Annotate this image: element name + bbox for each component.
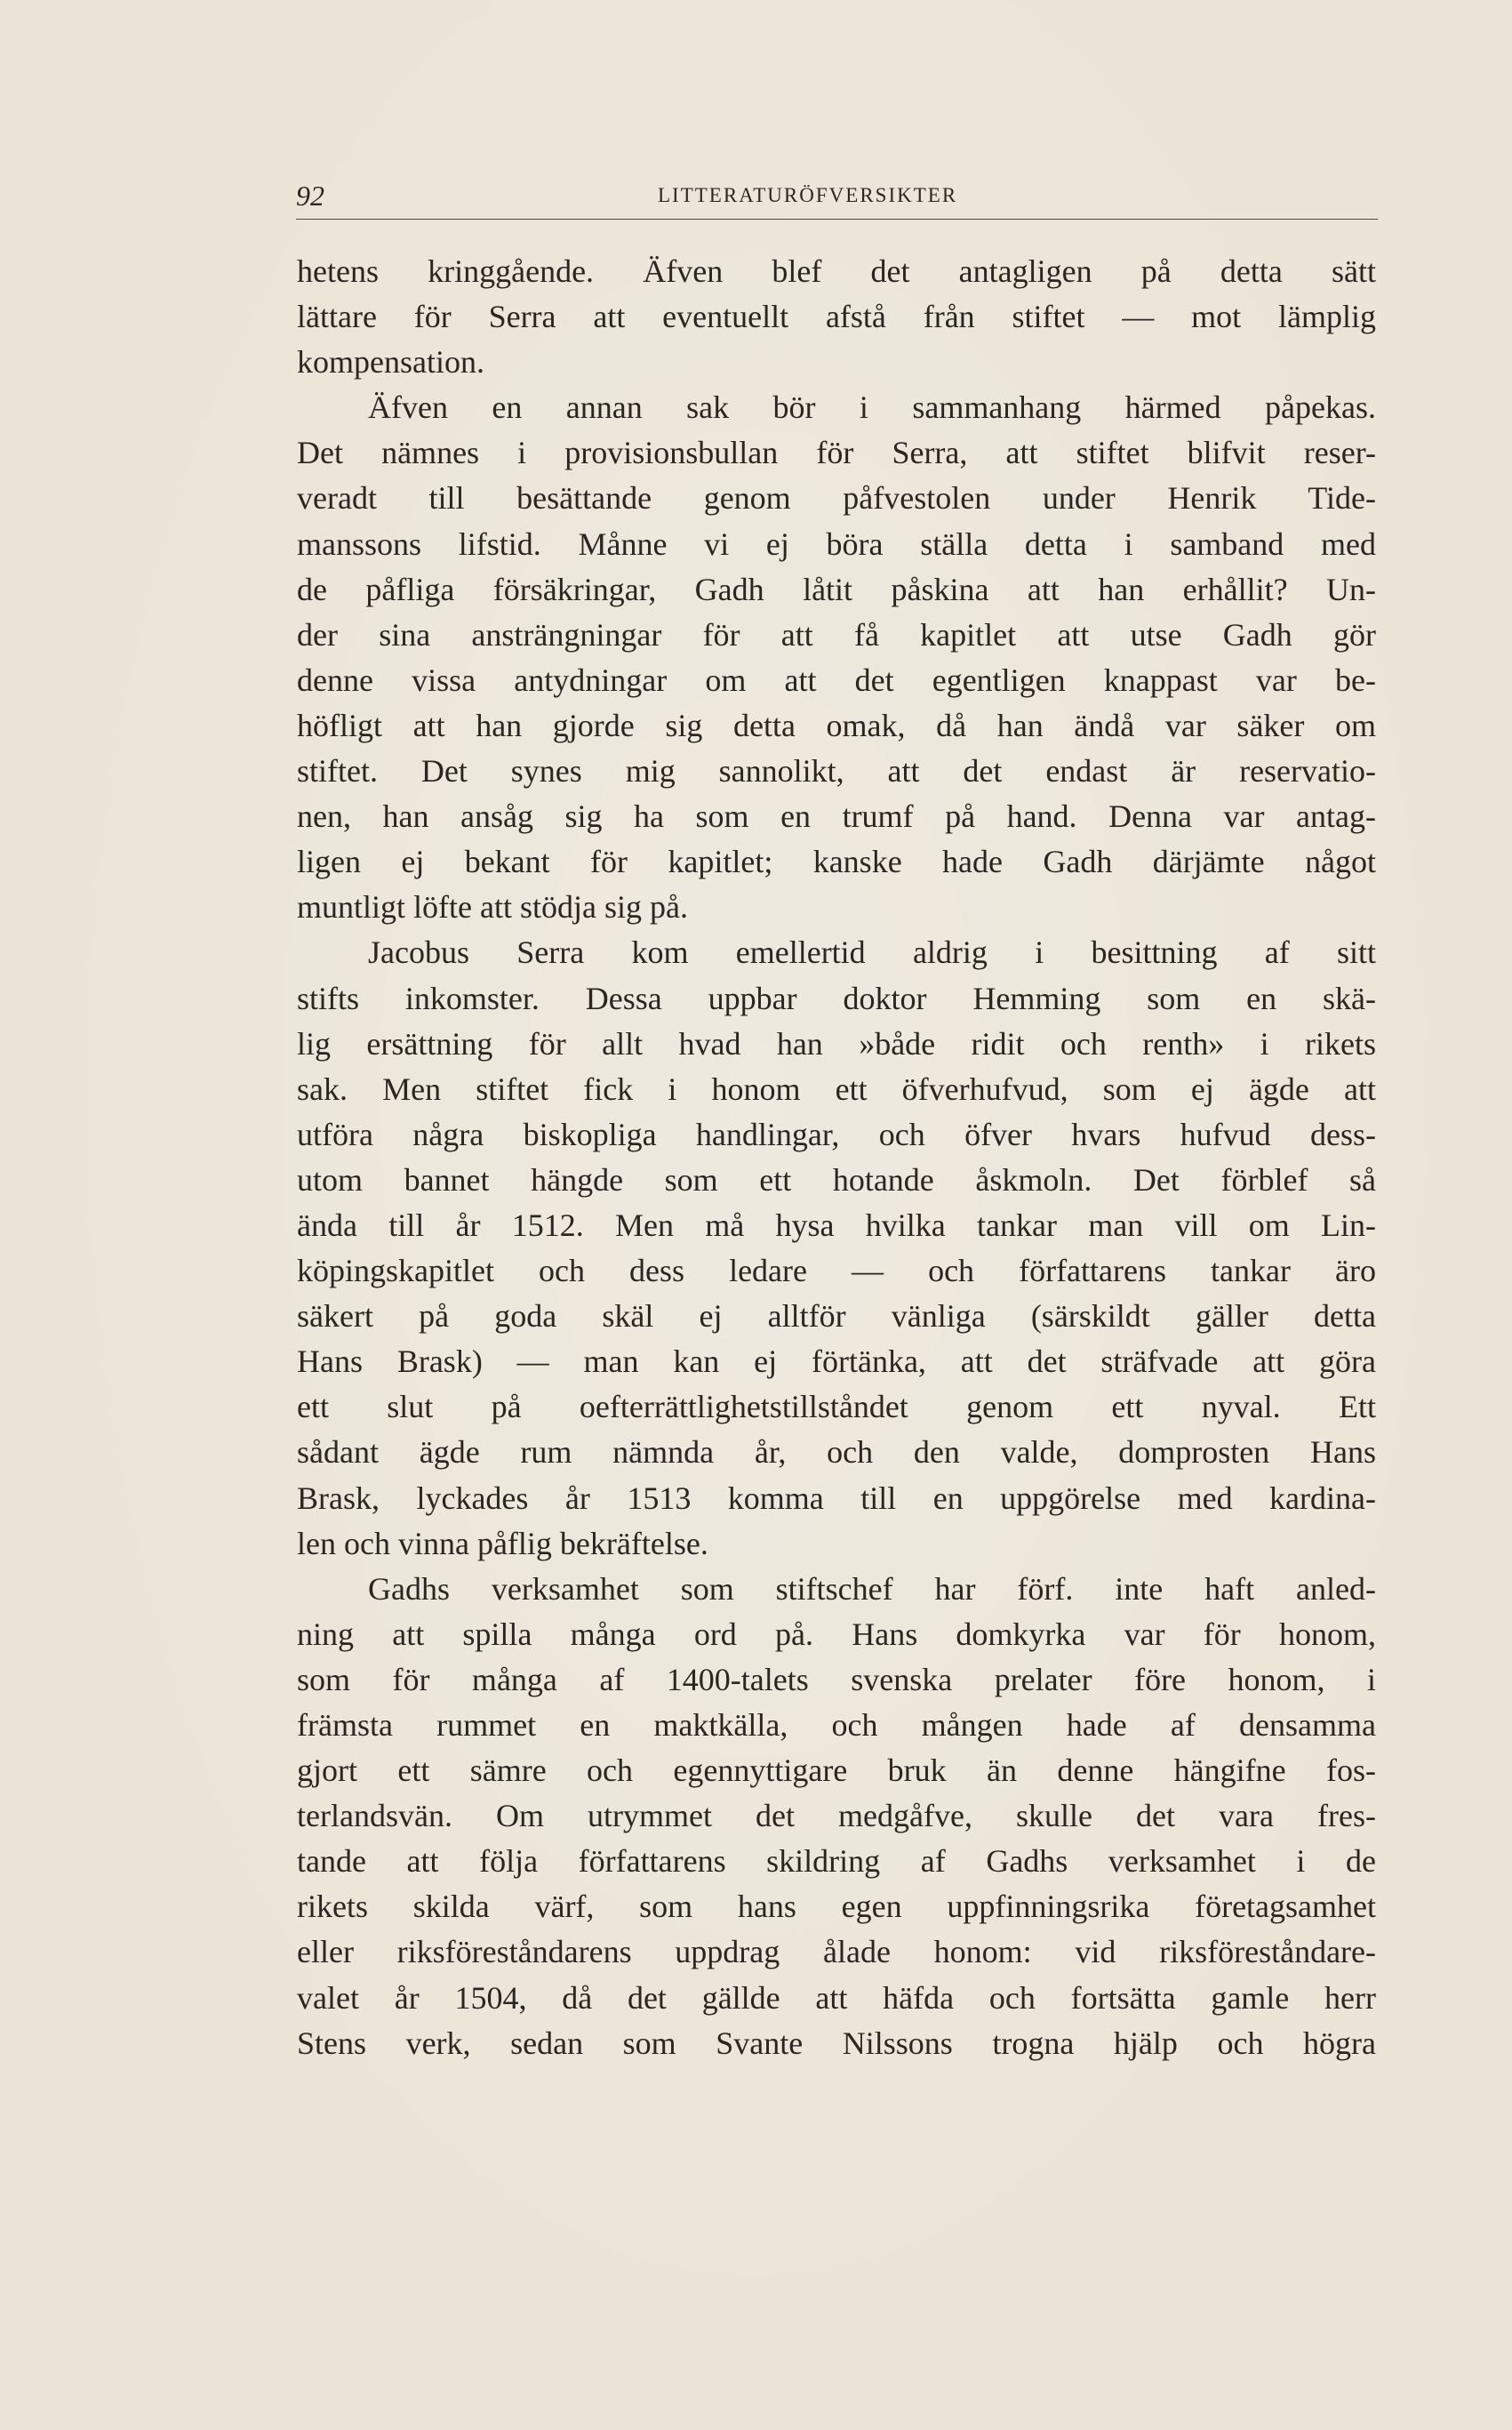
text-line: hetens kringgående. Äfven blef det antagligen på detta sätt xyxy=(297,253,1376,289)
text-line: denne vissa antydningar om att det egentligen knappast var be- xyxy=(297,662,1376,698)
text-line: sådant ägde rum nämnda år, och den valde, domprosten Hans xyxy=(297,1434,1376,1471)
text-line: der sina ansträngningar för att få kapitlet att utse Gadh gör xyxy=(297,616,1376,653)
text-line: lättare för Serra att eventuellt afstå från stiftet — mot lämplig xyxy=(297,299,1376,335)
text-line: höfligt att han gjorde sig detta omak, då han ändå var säker om xyxy=(297,707,1376,743)
text-line: sak. Men stiftet fick i honom ett öfverhufvud, som ej ägde att xyxy=(297,1071,1376,1107)
text-line: stifts inkomster. Dessa uppbar doktor Hemming som en skä- xyxy=(297,980,1376,1016)
text-line: lig ersättning för allt hvad han »både ridit och renth» i rikets xyxy=(297,1025,1376,1062)
text-line: ett slut på oefterrättlighetstillståndet genom ett nyval. Ett xyxy=(297,1389,1376,1425)
text-line: Gadhs verksamhet som stiftschef har förf. inte haft anled- xyxy=(368,1570,1376,1607)
page-number: 92 xyxy=(296,180,324,212)
text-line: manssons lifstid. Månne vi ej böra ställa detta i samband med xyxy=(297,525,1376,562)
text-line: valet år 1504, då det gällde att häfda och fortsätta gamle herr xyxy=(297,1979,1376,2016)
text-line: ligen ej bekant för kapitlet; kanske hade Gadh därjämte något xyxy=(297,844,1376,880)
running-head xyxy=(296,178,1378,213)
text-line: tande att följa författarens skildring af Gadhs verksamhet i de xyxy=(297,1843,1376,1880)
text-line: ända till år 1512. Men må hysa hvilka tankar man vill om Lin- xyxy=(297,1207,1376,1243)
text-line: Hans Brask) — man kan ej förtänka, att det sträfvade att göra xyxy=(297,1343,1376,1380)
text-line: kompensation. xyxy=(297,344,484,381)
text-line: veradt till besättande genom påfvestolen under Henrik Tide- xyxy=(297,480,1376,517)
text-line: utföra några biskopliga handlingar, och öfver hvars hufvud dess- xyxy=(297,1116,1376,1152)
text-line: Jacobus Serra kom emellertid aldrig i besittning af sitt xyxy=(368,934,1376,971)
text-line: Det nämnes i provisionsbullan för Serra, att stiftet blifvit reser- xyxy=(297,435,1376,471)
text-line: nen, han ansåg sig ha som en trumf på hand. Denna var antag- xyxy=(297,798,1376,835)
text-line: rikets skilda värf, som hans egen uppfinningsrika företagsamhet xyxy=(297,1889,1376,1925)
body-text xyxy=(297,249,1376,2066)
text-line: utom bannet hängde som ett hotande åskmoln. Det förblef så xyxy=(297,1161,1376,1198)
text-line: gjort ett sämre och egennyttigare bruk än denne hängifne fos- xyxy=(297,1752,1376,1789)
text-line: Brask, lyckades år 1513 komma till en uppgörelse med kardina- xyxy=(297,1480,1376,1516)
text-line: de påfliga försäkringar, Gadh låtit påskina att han erhållit? Un- xyxy=(297,571,1376,607)
text-line: som för många af 1400-talets svenska prelater före honom, i xyxy=(297,1661,1376,1697)
text-line: ning att spilla många ord på. Hans domkyrka var för honom, xyxy=(297,1616,1376,1652)
text-line: terlandsvän. Om utrymmet det medgåfve, skulle det vara fres- xyxy=(297,1798,1376,1834)
text-line: muntligt löfte att stödja sig på. xyxy=(297,889,688,926)
text-line: stiftet. Det synes mig sannolikt, att det endast är reservatio- xyxy=(297,753,1376,790)
text-line: Äfven en annan sak bör i sammanhang härmed påpekas. xyxy=(368,389,1376,426)
text-line: len och vinna påflig bekräftelse. xyxy=(297,1525,708,1561)
text-line: eller riksföreståndarens uppdrag ålade honom: vid riksföreståndare- xyxy=(297,1934,1376,1970)
header-rule xyxy=(296,219,1378,220)
text-line: Stens verk, sedan som Svante Nilssons trogna hjälp och högra xyxy=(297,2025,1376,2061)
text-line: köpingskapitlet och dess ledare — och författarens tankar äro xyxy=(297,1253,1376,1289)
text-line: främsta rummet en maktkälla, och mången hade af densamma xyxy=(297,1707,1376,1743)
running-title: LITTERATURÖFVERSIKTER xyxy=(658,184,958,206)
text-line: säkert på goda skäl ej alltför vänliga (särskildt gäller detta xyxy=(297,1298,1376,1335)
